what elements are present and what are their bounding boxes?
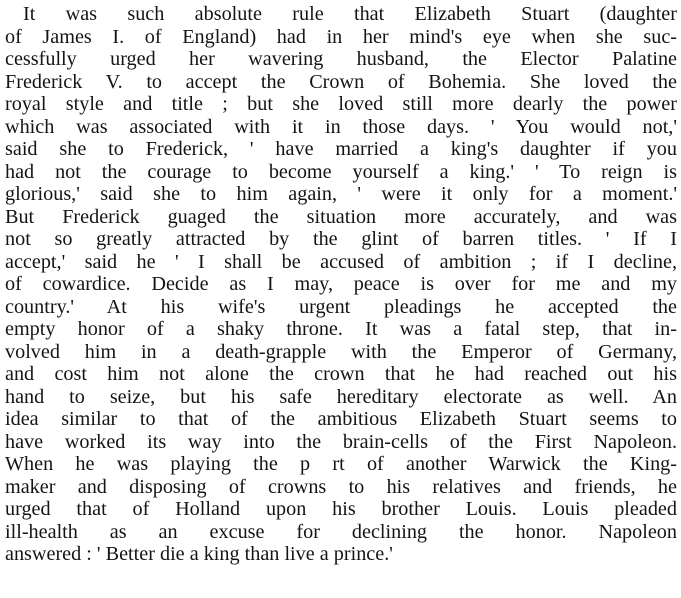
- text-line: have worked its way into the brain-cells of the First Napoleon.: [5, 430, 677, 453]
- text-line: hand to seize, but his safe hereditary electorate as well. An: [5, 385, 677, 408]
- text-line: which was associated with it in those days. ' You would not,': [5, 115, 677, 138]
- text-line: had not the courage to become yourself a king.' ' To reign is: [5, 160, 677, 183]
- text-line: answered : ' Better die a king than live a prince.': [5, 543, 393, 565]
- text-line: said she to Frederick, ' have married a king's daughter if you: [5, 138, 677, 160]
- text-line: urged that of Holland upon his brother Louis. Louis pleaded: [5, 498, 677, 520]
- text-line: glorious,' said she to him again, ' were it only for a moment.': [5, 183, 677, 205]
- text-line: cessfully urged her wavering husband, the Elector Palatine: [5, 48, 677, 70]
- text-line: idea similar to that of the ambitious Elizabeth Stuart seems to: [5, 408, 677, 430]
- text-line: empty honor of a shaky throne. It was a fatal step, that in-: [5, 318, 677, 340]
- text-line: ill-health as an excuse for declining the honor. Napoleon: [5, 520, 677, 543]
- text-line: It was such absolute rule that Elizabeth Stuart (daughter: [23, 3, 677, 25]
- text-line: royal style and title ; but she loved still more dearly the power: [5, 93, 677, 115]
- text-line: not so greatly attracted by the glint of barren titles. ' If I: [5, 228, 677, 250]
- text-line: and cost him not alone the crown that he had reached out his: [5, 363, 677, 385]
- text-line: of cowardice. Decide as I may, peace is over for me and my: [5, 273, 677, 295]
- text-line: maker and disposing of crowns to his relatives and friends, he: [5, 475, 677, 498]
- text-line: of James I. of England) had in her mind's eye when she suc-: [5, 25, 677, 48]
- text-line: accept,' said he ' I shall be accused of ambition ; if I decline,: [5, 250, 677, 273]
- text-line: country.' At his wife's urgent pleadings he accepted the: [5, 295, 677, 318]
- text-line: Frederick V. to accept the Crown of Bohemia. She loved the: [5, 70, 677, 93]
- paragraph: [5, 3, 677, 566]
- text-line: But Frederick guaged the situation more accurately, and was: [5, 205, 677, 228]
- text-line: When he was playing the p rt of another Warwick the King-: [5, 453, 677, 475]
- text-line: volved him in a death-grapple with the Emperor of Germany,: [5, 340, 677, 363]
